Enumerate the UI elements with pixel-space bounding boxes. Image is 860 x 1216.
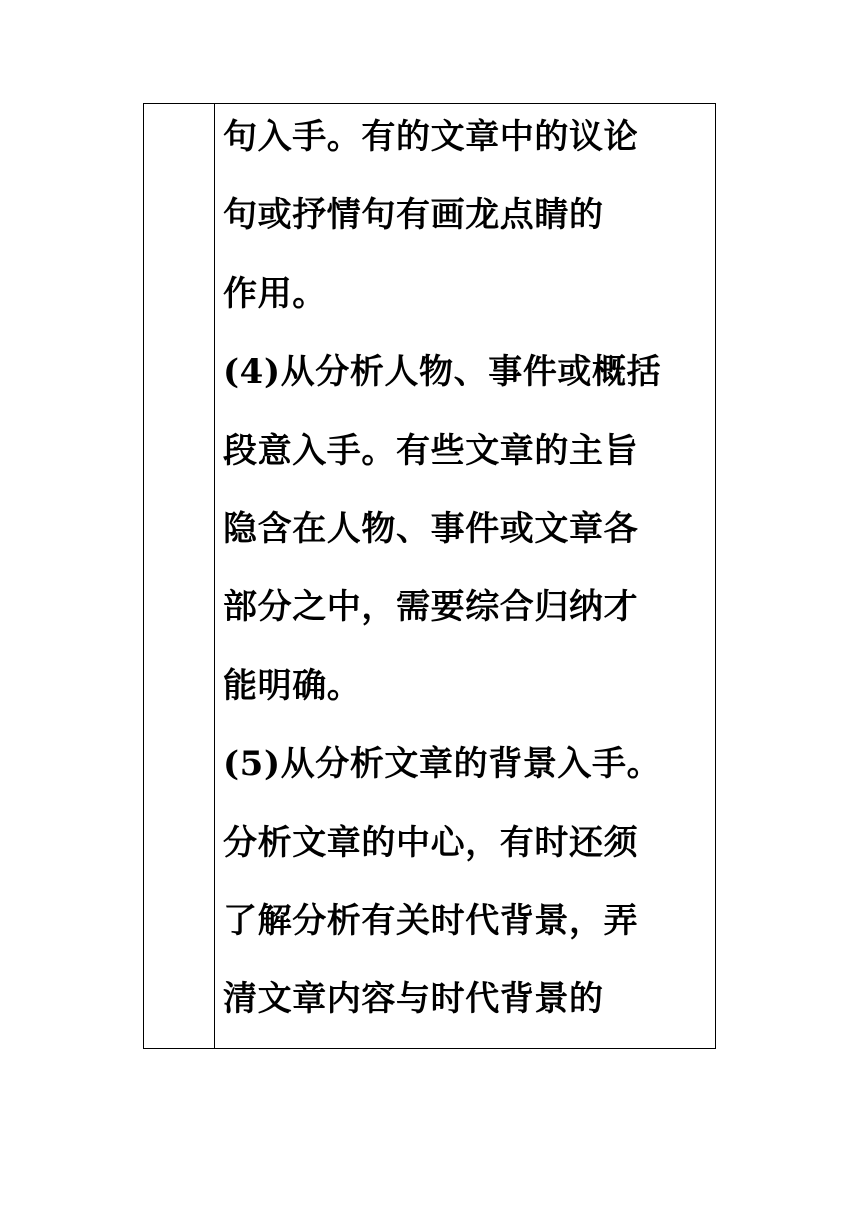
table-left-cell [144,104,215,1048]
text-line: 句入手。有的文章中的议论 [223,117,639,157]
table-text-cell [215,104,715,1048]
text-line: 能明确。 [223,665,362,706]
text-line: 清文章内容与时代背景的 [223,979,604,1020]
text-line: 段意入手。有些文章的主旨 [223,430,639,471]
text-line: 部分之中，需要综合归纳才 [223,587,639,628]
text-line: 分析文章的中心，有时还须 [223,822,639,863]
content-table [143,103,716,1049]
text-line: (4)从分析人物、事件或概括 [223,352,662,393]
text-line: 句或抒情句有画龙点睛的 [223,195,604,236]
text-line: (5)从分析文章的背景入手。 [223,744,662,785]
text-line: 作用。 [223,273,327,314]
text-line: 隐含在人物、事件或文章各 [223,508,639,549]
text-line: 了解分析有关时代背景，弄 [223,900,639,941]
